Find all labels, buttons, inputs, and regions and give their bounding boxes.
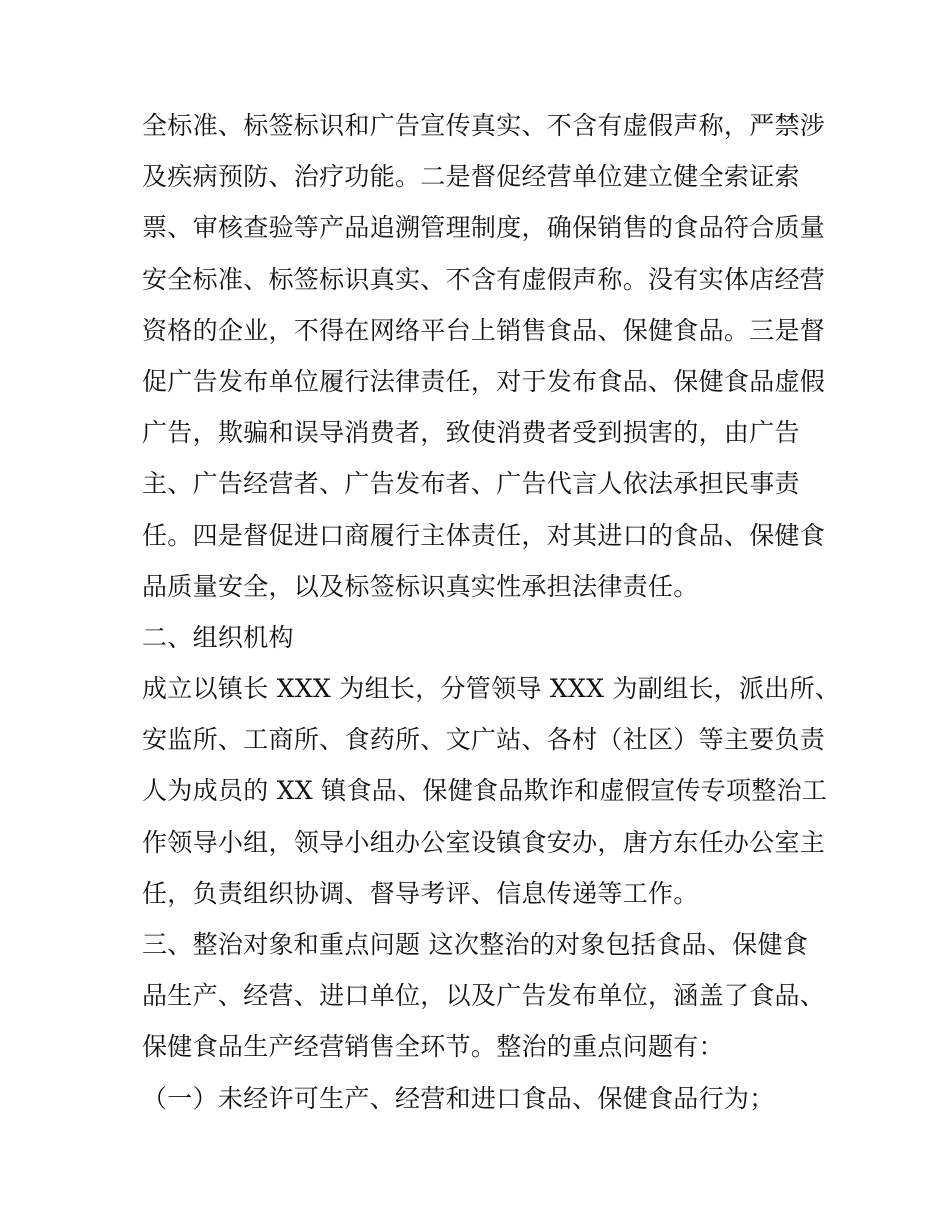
text-line: 品生产、经营、进口单位，以及广告发布单位，涵盖了食品、 [142,981,826,1011]
text-line: 安监所、工商所、食药所、文广站、各村（社区）等主要负责 [142,725,826,755]
text-line: 安全标准、标签标识真实、不含有虚假声称。没有实体店经营 [142,264,826,294]
text-line: 票、审核查验等产品追溯管理制度，确保销售的食品符合质量 [142,213,826,243]
text-line: 及疾病预防、治疗功能。二是督促经营单位建立健全索证索 [142,162,800,192]
section-heading-line: 三、整治对象和重点问题 这次整治的对象包括食品、保健食 [142,930,809,959]
text-line: 主、广告经营者、广告发布者、广告代言人依法承担民事责 [142,469,800,499]
text-line: 保健食品生产经营销售全环节。整治的重点问题有： [142,1032,724,1062]
text-line: 任，负责组织协调、督导考评、信息传递等工作。 [142,878,699,908]
text-line: 广告，欺骗和误导消费者，致使消费者受到损害的，由广告 [142,418,800,448]
text-line: 资格的企业，不得在网络平台上销售食品、保健食品。三是督 [142,315,826,345]
text-line: 人为成员的 XX 镇食品、保健食品欺诈和虚假宣传专项整治工 [142,776,828,806]
text-line: 促广告发布单位履行法律责任，对于发布食品、保健食品虚假 [142,366,826,396]
text-line: 任。四是督促进口商履行主体责任，对其进口的食品、保健食 [142,520,826,550]
document-body [142,100,841,1124]
text-line: 成立以镇长 XXX 为组长，分管领导 XXX 为副组长，派出所、 [142,674,841,704]
text-line: 全标准、标签标识和广告宣传真实、不含有虚假声称，严禁涉 [142,111,826,140]
text-line: 作领导小组，领导小组办公室设镇食安办，唐方东任办公室主 [142,827,826,857]
text-line: 品质量安全，以及标签标识真实性承担法律责任。 [142,571,699,601]
list-item: （一）未经许可生产、经营和进口食品、保健食品行为； [142,1083,775,1113]
section-heading: 二、组织机构 [142,622,294,652]
